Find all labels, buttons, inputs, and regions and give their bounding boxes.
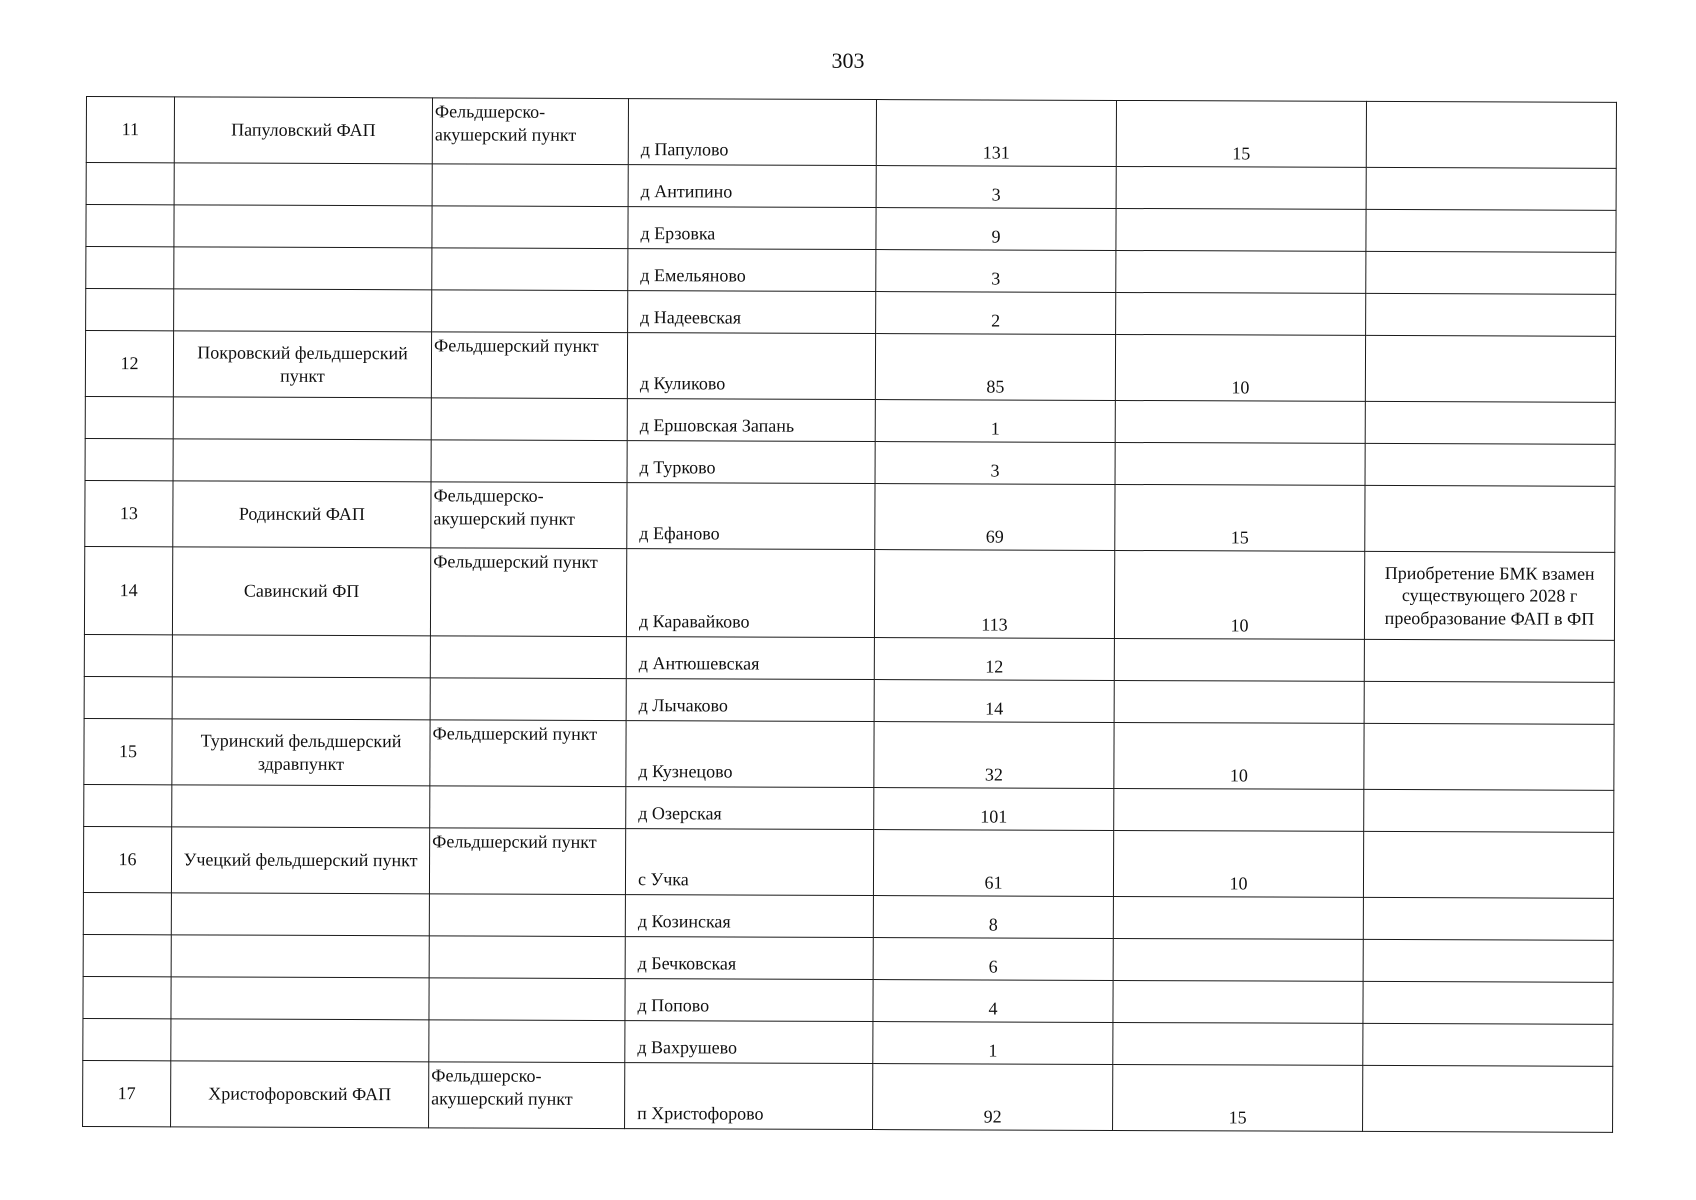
population-value-cell — [875, 334, 1115, 401]
distance-value-cell — [1116, 292, 1366, 335]
village-name-cell — [625, 1063, 873, 1130]
table-row — [85, 396, 1615, 444]
facility-name-cell — [174, 97, 432, 164]
population-value: 3 — [990, 459, 1000, 481]
distance-value-cell — [1113, 896, 1363, 939]
distance-value-cell — [1113, 980, 1363, 1023]
facility-name: Папуловский ФАП — [231, 119, 376, 141]
distance-value-cell — [1116, 250, 1366, 293]
page-number: 303 — [831, 48, 865, 73]
table-row — [86, 163, 1616, 211]
village-name-cell — [626, 637, 874, 680]
facility-type-cell — [430, 678, 626, 721]
population-value-cell — [875, 442, 1115, 485]
village-name: д Антюшевская — [638, 652, 760, 674]
row-number-cell — [83, 1060, 171, 1126]
population-value: 61 — [984, 871, 1003, 893]
village-name: д Турково — [639, 456, 716, 477]
population-value: 1 — [990, 417, 1000, 439]
distance-value: 10 — [1229, 764, 1248, 785]
village-name-cell — [625, 895, 873, 938]
row-number-cell — [83, 934, 171, 976]
village-name-cell — [626, 721, 874, 788]
table-row — [84, 634, 1614, 682]
village-name: д Вахрушево — [637, 1036, 738, 1058]
population-value-cell — [875, 400, 1115, 443]
village-name: д Емельяново — [640, 264, 746, 286]
population-value: 9 — [991, 225, 1001, 247]
distance-value-cell — [1115, 484, 1365, 551]
note-text-cell — [1365, 335, 1615, 402]
facility-type-cell — [431, 332, 627, 399]
facility-name-cell — [174, 247, 432, 290]
distance-value-cell — [1114, 550, 1364, 639]
facility-name-cell — [171, 1061, 429, 1128]
facility-type-cell — [432, 164, 628, 207]
facility-type: Фельдшерский пункт — [432, 723, 598, 744]
facility-type: Фельдшерский пункт — [433, 551, 598, 572]
village-name: д Ерзовка — [640, 222, 716, 243]
distance-value-cell — [1113, 938, 1363, 981]
distance-value: 10 — [1230, 614, 1249, 635]
population-value: 4 — [988, 997, 998, 1019]
village-name-cell — [625, 937, 873, 980]
distance-value-cell — [1113, 1022, 1363, 1065]
note-text-cell — [1363, 831, 1613, 898]
table-row — [83, 976, 1613, 1024]
village-name: д Антипино — [640, 180, 733, 201]
row-number: 11 — [121, 119, 140, 140]
population-value: 1 — [988, 1039, 998, 1061]
row-number-cell — [86, 97, 174, 163]
note-text-cell — [1364, 723, 1614, 790]
distance-value-cell — [1116, 208, 1366, 251]
distance-value-cell — [1113, 830, 1363, 897]
facility-name-cell — [172, 785, 430, 828]
village-name: д Папулово — [640, 138, 729, 159]
row-number: 16 — [118, 849, 137, 870]
facility-name-cell — [171, 827, 429, 894]
note-text-cell — [1366, 101, 1616, 168]
facility-name-cell — [171, 935, 429, 978]
facility-type: Фельдшерский пункт — [434, 335, 599, 356]
facility-name-cell — [173, 481, 431, 548]
note-text-cell — [1366, 251, 1616, 294]
facility-name-cell — [171, 1019, 429, 1062]
village-name-cell — [627, 333, 875, 400]
table-body — [83, 97, 1617, 1133]
village-name-cell — [628, 165, 876, 208]
facility-name: Учецкий фельдшерский пункт — [183, 849, 418, 871]
document-sheet — [82, 96, 1616, 1133]
row-number: 14 — [119, 580, 138, 601]
village-name-cell — [626, 549, 874, 638]
facility-type-cell — [432, 290, 628, 333]
row-number-cell — [86, 247, 174, 289]
village-name: д Надеевская — [640, 306, 742, 328]
facility-name-cell — [172, 719, 430, 786]
village-name-cell — [627, 483, 875, 550]
facility-type-cell — [430, 720, 626, 787]
village-name-cell — [625, 979, 873, 1022]
row-number-cell — [84, 718, 172, 784]
distance-value-cell — [1116, 100, 1366, 167]
facility-type-cell — [429, 1020, 625, 1063]
population-value-cell — [873, 980, 1113, 1023]
facility-type-cell — [430, 636, 626, 679]
note-text-cell — [1364, 551, 1614, 640]
note-text-cell — [1363, 897, 1613, 940]
facility-type-cell — [431, 398, 627, 441]
facility-type-cell — [429, 1062, 625, 1129]
table-row — [83, 1018, 1613, 1066]
population-value-cell — [875, 484, 1115, 551]
note-text-cell — [1364, 639, 1614, 682]
village-name: с Учка — [637, 868, 689, 889]
facility-name-cell — [174, 205, 432, 248]
table-row — [86, 247, 1616, 295]
population-value: 85 — [986, 375, 1005, 397]
facility-type-cell — [430, 548, 626, 637]
row-number-cell — [83, 976, 171, 1018]
distance-value-cell — [1116, 166, 1366, 209]
population-value: 2 — [991, 309, 1001, 331]
facility-type-cell — [429, 936, 625, 979]
facility-name-cell — [172, 677, 430, 720]
facility-type-cell — [432, 98, 628, 165]
row-number-cell — [85, 396, 173, 438]
facility-name: Христофоровский ФАП — [208, 1083, 392, 1105]
table-row — [85, 480, 1615, 552]
village-name-cell — [628, 291, 876, 334]
village-name: д Кузнецово — [638, 760, 733, 781]
population-value-cell — [874, 550, 1114, 639]
village-name-cell — [628, 207, 876, 250]
row-number: 17 — [117, 1083, 136, 1104]
facility-type: Фельдшерский пункт — [432, 831, 597, 852]
row-number-cell — [84, 676, 172, 718]
facility-name-cell — [172, 547, 430, 636]
row-number-cell — [84, 784, 172, 826]
facility-name-cell — [173, 397, 431, 440]
village-name-cell — [627, 399, 875, 442]
population-value-cell — [873, 938, 1113, 981]
distance-value-cell — [1113, 1064, 1363, 1131]
facility-name-cell — [171, 977, 429, 1020]
table-row — [84, 718, 1614, 790]
row-number-cell — [85, 438, 173, 480]
row-number-cell — [85, 480, 173, 546]
population-value: 6 — [988, 955, 998, 977]
population-value: 131 — [982, 141, 1010, 163]
population-value-cell — [874, 680, 1114, 723]
table-row — [85, 331, 1615, 403]
facility-name-cell — [174, 163, 432, 206]
village-name: д Попово — [637, 994, 710, 1015]
village-name: д Куликово — [639, 372, 726, 393]
row-number-cell — [86, 163, 174, 205]
facility-type-cell — [431, 482, 627, 549]
note-text-cell — [1363, 1065, 1613, 1132]
population-value: 8 — [988, 913, 998, 935]
note-text-cell — [1366, 293, 1616, 336]
table-row — [84, 676, 1614, 724]
village-name: д Лычаково — [638, 694, 728, 715]
row-number: 15 — [118, 741, 138, 762]
facility-type-cell — [432, 248, 628, 291]
distance-value: 15 — [1232, 142, 1251, 163]
facility-type-cell — [429, 978, 625, 1021]
population-value-cell — [874, 638, 1114, 681]
village-name: д Ершовская Запань — [639, 414, 795, 436]
population-value-cell — [874, 722, 1114, 789]
note-text-cell — [1363, 939, 1613, 982]
village-name: д Ефаново — [639, 522, 720, 543]
row-number-cell — [83, 826, 171, 892]
population-value: 69 — [985, 525, 1004, 547]
population-value-cell — [873, 896, 1113, 939]
table-row — [86, 289, 1616, 337]
distance-value: 10 — [1231, 376, 1250, 397]
table-row — [83, 934, 1613, 982]
note-text: Приобретение БМК взамен существующего 2028 г преобразование ФАП в ФП — [1384, 562, 1595, 629]
table-row — [86, 205, 1616, 253]
note-text-cell — [1363, 981, 1613, 1024]
note-text-cell — [1364, 789, 1614, 832]
note-text-cell — [1364, 681, 1614, 724]
row-number-cell — [83, 1018, 171, 1060]
population-value-cell — [874, 788, 1114, 831]
population-value-cell — [876, 292, 1116, 335]
distance-value-cell — [1114, 788, 1364, 831]
facility-name: Савинский ФП — [243, 580, 360, 602]
facility-table — [82, 96, 1617, 1133]
facility-name: Покровский фельдшерский пункт — [197, 342, 408, 386]
row-number-cell — [85, 331, 173, 397]
population-value: 113 — [981, 613, 1008, 635]
village-name-cell — [626, 787, 874, 830]
distance-value: 15 — [1230, 526, 1249, 547]
facility-type: Фельдшерско-акушерский пункт — [433, 485, 575, 529]
facility-type-cell — [429, 894, 625, 937]
distance-value-cell — [1115, 442, 1365, 485]
population-value: 12 — [985, 655, 1004, 677]
facility-type: Фельдшерско-акушерский пункт — [431, 1065, 573, 1109]
row-number-cell — [86, 289, 174, 331]
table-row — [83, 1060, 1613, 1132]
row-number-cell — [86, 205, 174, 247]
note-text-cell — [1366, 167, 1616, 210]
population-value-cell — [876, 100, 1116, 167]
facility-type-cell — [431, 440, 627, 483]
row-number-cell — [84, 634, 172, 676]
population-value: 101 — [980, 805, 1008, 827]
population-value: 3 — [991, 183, 1001, 205]
facility-name-cell — [173, 439, 431, 482]
population-value-cell — [873, 1022, 1113, 1065]
row-number: 13 — [119, 503, 138, 524]
village-name-cell — [628, 249, 876, 292]
note-text-cell — [1366, 209, 1616, 252]
row-number: 12 — [120, 353, 139, 374]
table-row — [84, 784, 1614, 832]
population-value-cell — [873, 1064, 1113, 1131]
table-row — [85, 438, 1615, 486]
note-text-cell — [1363, 1023, 1613, 1066]
distance-value: 15 — [1228, 1106, 1247, 1127]
facility-type-cell — [432, 206, 628, 249]
row-number-cell — [84, 546, 172, 634]
village-name: п Христофорово — [637, 1102, 764, 1124]
village-name-cell — [627, 441, 875, 484]
note-text-cell — [1365, 401, 1615, 444]
village-name: д Озерская — [638, 802, 722, 823]
village-name-cell — [626, 679, 874, 722]
village-name: д Каравайково — [638, 610, 750, 632]
facility-type-cell — [430, 786, 626, 829]
table-row — [83, 826, 1613, 898]
note-text-cell — [1365, 485, 1615, 552]
population-value: 32 — [984, 763, 1003, 785]
village-name: д Козинская — [637, 910, 731, 931]
population-value-cell — [876, 166, 1116, 209]
facility-type: Фельдшерско-акушерский пункт — [434, 101, 577, 145]
village-name-cell — [628, 99, 876, 166]
table-row — [86, 97, 1616, 169]
distance-value-cell — [1114, 722, 1364, 789]
village-name: д Бечковская — [637, 952, 737, 974]
population-value: 92 — [983, 1105, 1002, 1127]
population-value: 3 — [991, 267, 1001, 289]
distance-value-cell — [1115, 334, 1365, 401]
table-row — [84, 546, 1614, 640]
facility-name-cell — [174, 289, 432, 332]
facility-name: Туринский фельдшерский здравпункт — [200, 730, 402, 774]
table-row — [83, 892, 1613, 940]
facility-type-cell — [429, 828, 625, 895]
row-number-cell — [83, 892, 171, 934]
distance-value-cell — [1114, 680, 1364, 723]
population-value-cell — [876, 250, 1116, 293]
facility-name-cell — [172, 635, 430, 678]
village-name-cell — [625, 1021, 873, 1064]
population-value-cell — [873, 830, 1113, 897]
village-name-cell — [625, 829, 873, 896]
distance-value-cell — [1114, 638, 1364, 681]
distance-value-cell — [1115, 400, 1365, 443]
distance-value: 10 — [1229, 872, 1248, 893]
facility-name: Родинский ФАП — [238, 503, 365, 525]
note-text-cell — [1365, 443, 1615, 486]
facility-name-cell — [171, 893, 429, 936]
facility-name-cell — [173, 331, 431, 398]
population-value: 14 — [985, 697, 1004, 719]
population-value-cell — [876, 208, 1116, 251]
